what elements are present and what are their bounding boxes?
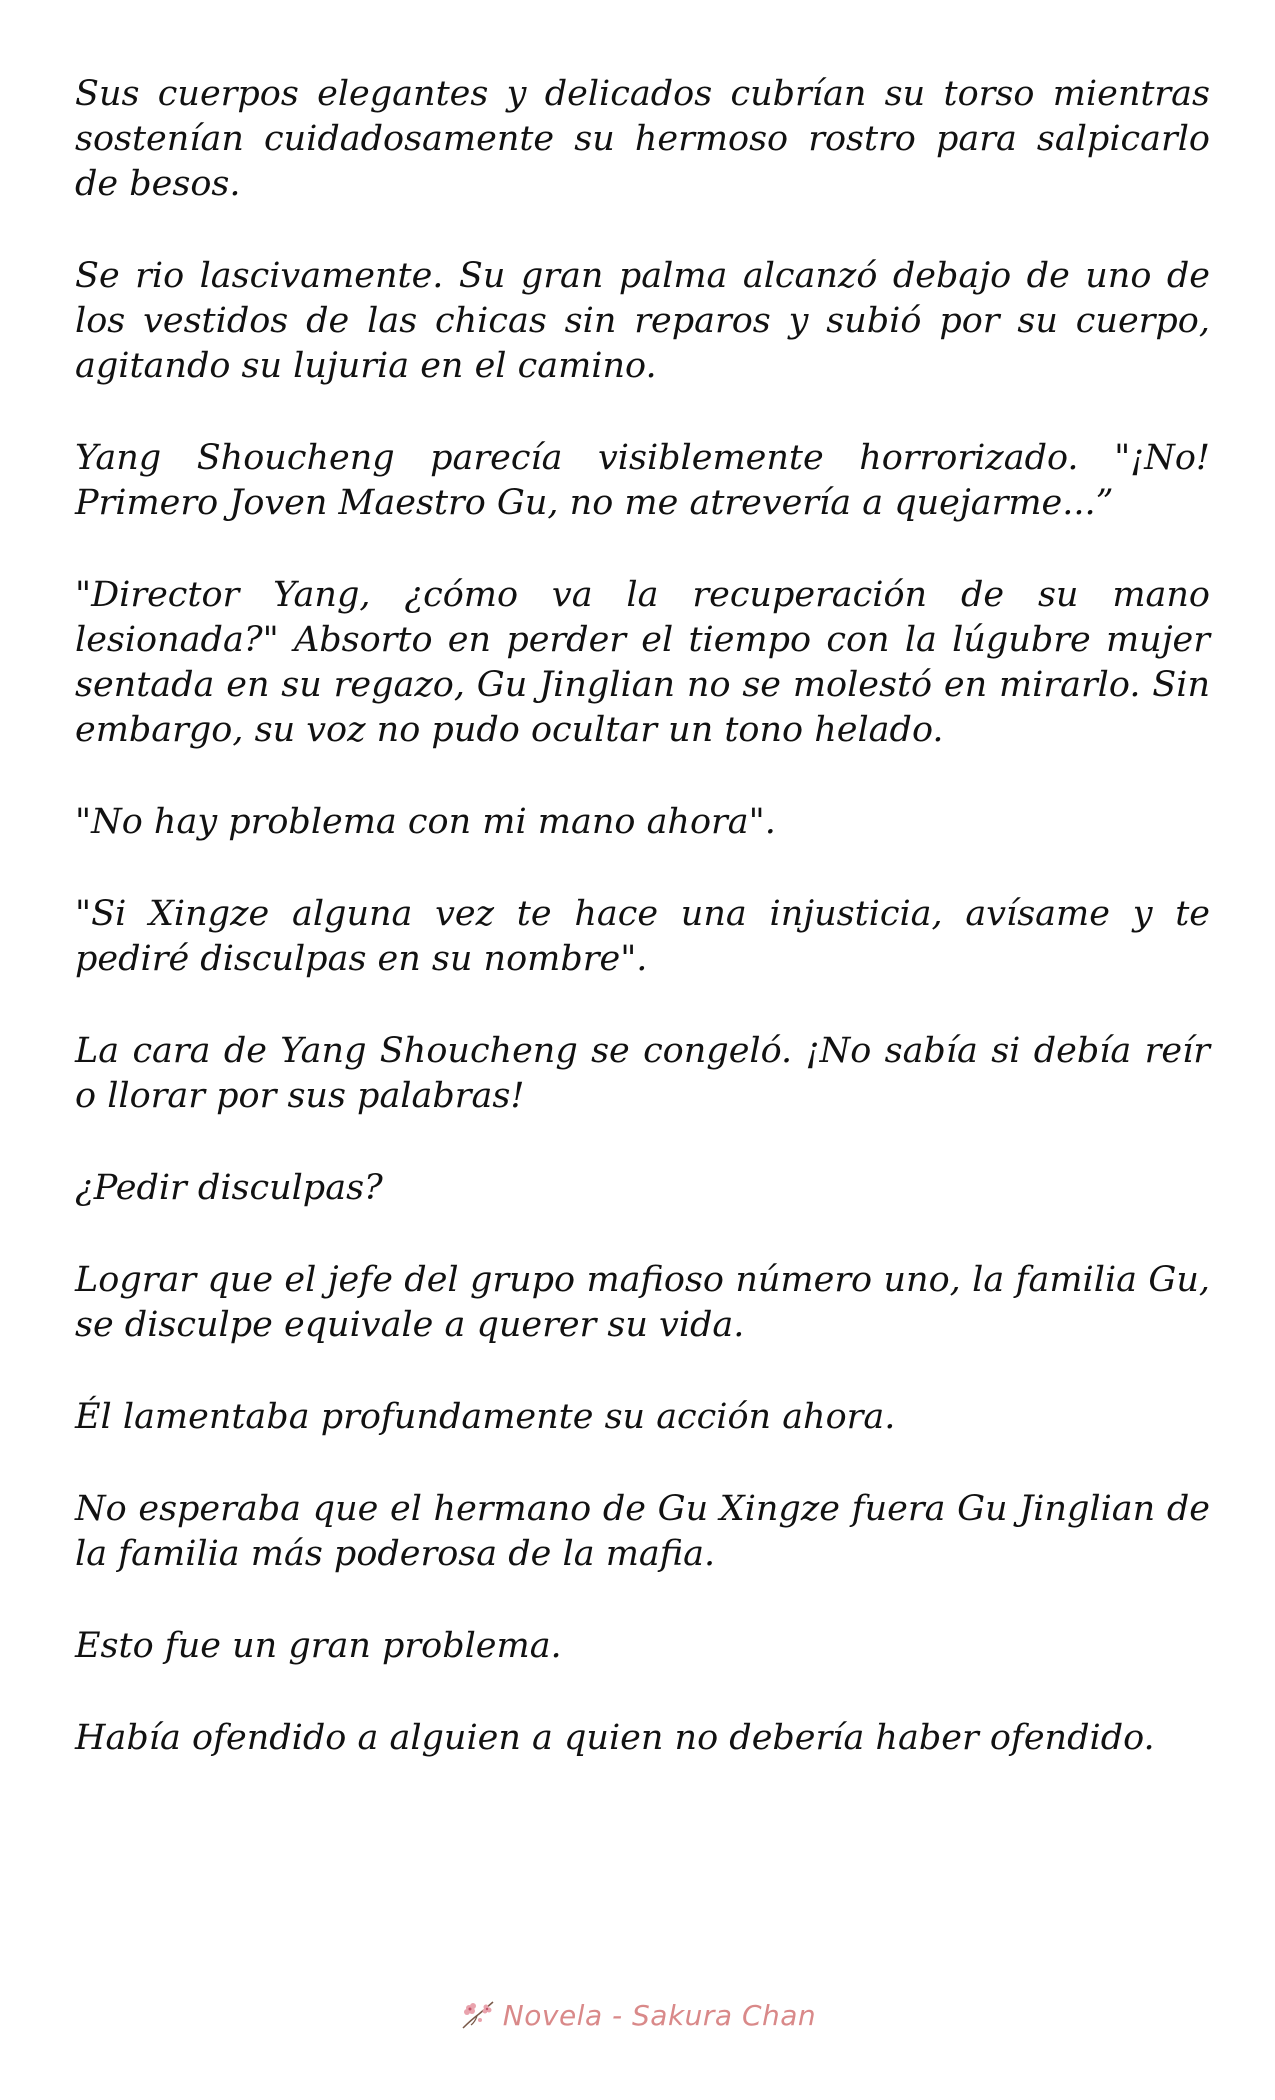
footer-watermark: [459, 1998, 816, 2032]
cherry-blossom-icon: [459, 1998, 497, 2032]
paragraph-1: Sus cuerpos elegantes y delicados cubrían su torso mientras sostenían cuidadosamente su hermoso rostro para salpicarlo de besos.: [75, 74, 1210, 204]
paragraph-11: No esperaba que el hermano de Gu Xingze fuera Gu Jinglian de la familia más poderosa de la mafia.: [75, 1489, 1210, 1574]
footer-text: Novela - Sakura Chan: [502, 1998, 817, 2032]
document-body: [75, 72, 1210, 1808]
paragraph-7: La cara de Yang Shoucheng se congeló. ¡No sabía si debía reír o llorar por sus palabras!: [75, 1031, 1210, 1116]
paragraph-2: Se rio lascivamente. Su gran palma alcanzó debajo de uno de los vestidos de las chicas sin reparos y subió por su cuerpo, agitando su lujuria en el camino.: [75, 256, 1210, 386]
paragraph-3: Yang Shoucheng parecía visiblemente horrorizado. "¡No! Primero Joven Maestro Gu, no me atrevería a quejarme...”: [75, 438, 1210, 523]
paragraph-6: "Si Xingze alguna vez te hace una injusticia, avísame y te pediré disculpas en su nombre".: [75, 894, 1210, 979]
paragraph-13: Había ofendido a alguien a quien no debería haber ofendido.: [75, 1718, 1155, 1758]
paragraph-9: Lograr que el jefe del grupo mafioso número uno, la familia Gu, se disculpe equivale a querer su vida.: [75, 1260, 1210, 1345]
paragraph-8: ¿Pedir disculpas?: [75, 1168, 383, 1208]
paragraph-10: Él lamentaba profundamente su acción ahora.: [75, 1397, 896, 1437]
paragraph-12: Esto fue un gran problema.: [75, 1626, 562, 1666]
footer: [0, 1998, 1275, 2032]
paragraph-5: "No hay problema con mi mano ahora".: [75, 802, 776, 842]
paragraph-4: "Director Yang, ¿cómo va la recuperación de su mano lesionada?" Absorto en perder el tiempo con la lúgubre mujer sentada en su regazo, Gu Jinglian no se molestó en mirarlo. Sin embargo, su voz no pudo ocultar un tono helado.: [75, 575, 1210, 750]
